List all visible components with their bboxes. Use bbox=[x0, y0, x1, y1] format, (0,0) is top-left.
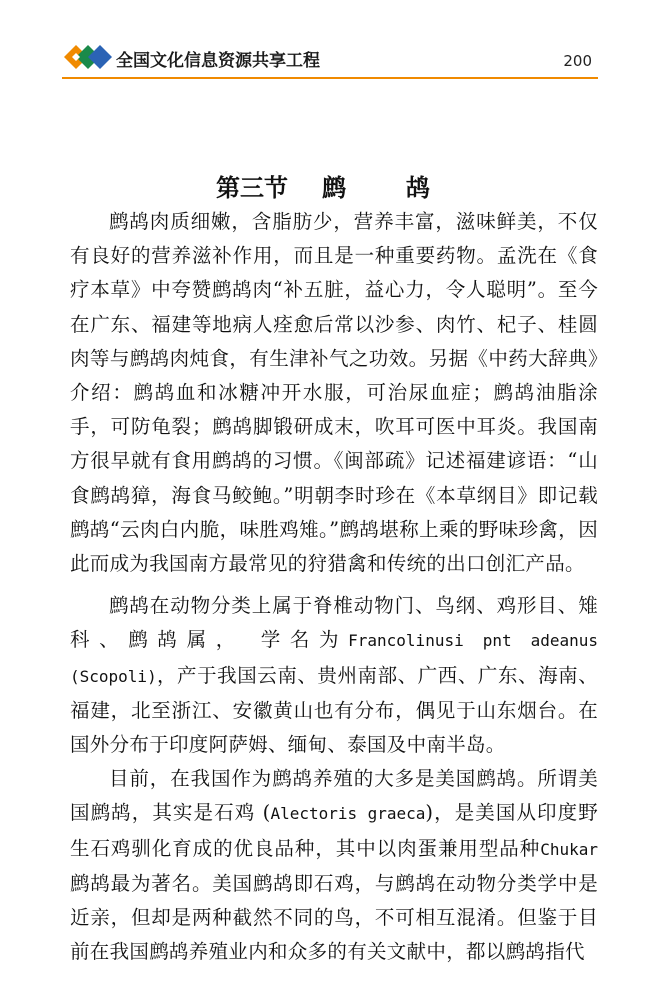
paragraph-2-text-b: ，产于我国云南、贵州南部、广西、广东、海南、福建，北至浙江、安徽黄山也有分布，偶见于山东烟台。在国外分布于印度阿萨姆、缅甸、泰国及中南半岛。 bbox=[70, 663, 598, 757]
scientific-name-chukar: Alectoris graeca bbox=[270, 804, 426, 824]
section-title bbox=[0, 168, 646, 203]
page-number: 200 bbox=[563, 52, 592, 70]
breed-name: Chukar bbox=[540, 839, 598, 859]
body-text bbox=[70, 205, 598, 969]
paragraph-2 bbox=[70, 589, 598, 762]
paragraph-2-text-a: 鹧鸪在动物分类上属于脊椎动物门、鸟纲、鸡形目、雉科、鹧鸪属， 学名为 bbox=[70, 594, 598, 652]
paragraph-1: 鹧鸪肉质细嫩，含脂肪少，营养丰富，滋味鲜美，不仅有良好的营养滋补作用，而且是一种重要药物。孟洗在《食疗本草》中夸赞鹧鸪肉“补五脏，益心力，令人聪明”。至今在广东、福建等地病人痊愈后常以沙参、肉竹、杞子、桂圆肉等与鹧鸪肉炖食，有生津补气之功效。另据《中药大辞典》介绍：鹧鸪血和冰糖冲开水服，可治尿血症；鹧鸪油脂涂手，可防龟裂；鹧鸪脚锻研成末，吹耳可医中耳炎。我国南方很早就有食用鹧鸪的习惯。《闽部疏》记述福建谚语：“山食鹧鸪獐，海食马鲛鲍。”明朝李时珍在《本草纲目》即记载鹧鸪“云肉白内脆，味胜鸡雉。”鹧鸪堪称上乘的野味珍禽，因此而成为我国南方最常见的狩猎禽和传统的出口创汇产品。 bbox=[70, 210, 598, 576]
section-title-char-1: 鹧 bbox=[322, 174, 346, 202]
section-title-char-2: 鸪 bbox=[406, 174, 430, 202]
paragraph-3-text-a: 目前，在我国作为鹧鸪养殖的大多是美国鹧鸪。所谓美国鹧鸪，其实是石鸡 ( bbox=[70, 767, 598, 825]
section-label: 第三节 bbox=[216, 174, 288, 202]
project-logo-icon bbox=[62, 41, 114, 73]
paragraph-3-text-b: )，是美国从印度野生石鸡驯化育成的优良品种，其中以肉蛋兼用型品种 bbox=[70, 801, 599, 860]
paragraph-3-text-c: 鹧鸪最为著名。美国鹧鸪即石鸡，与鹧鸪在动物分类学中是近亲，但却是两种截然不同的鸟，不可相互混淆。但鉴于目前在我国鹧鸪养殖业内和众多的有关文献中，都以鹧鸪指代 bbox=[70, 871, 598, 964]
paragraph-3 bbox=[70, 762, 598, 969]
organization-name: 全国文化信息资源共享工程 bbox=[116, 51, 320, 71]
scientific-name: Francolinusi pnt adeanus (Scopoli) bbox=[70, 631, 598, 686]
header-rule bbox=[62, 77, 598, 79]
page-header bbox=[62, 38, 598, 82]
